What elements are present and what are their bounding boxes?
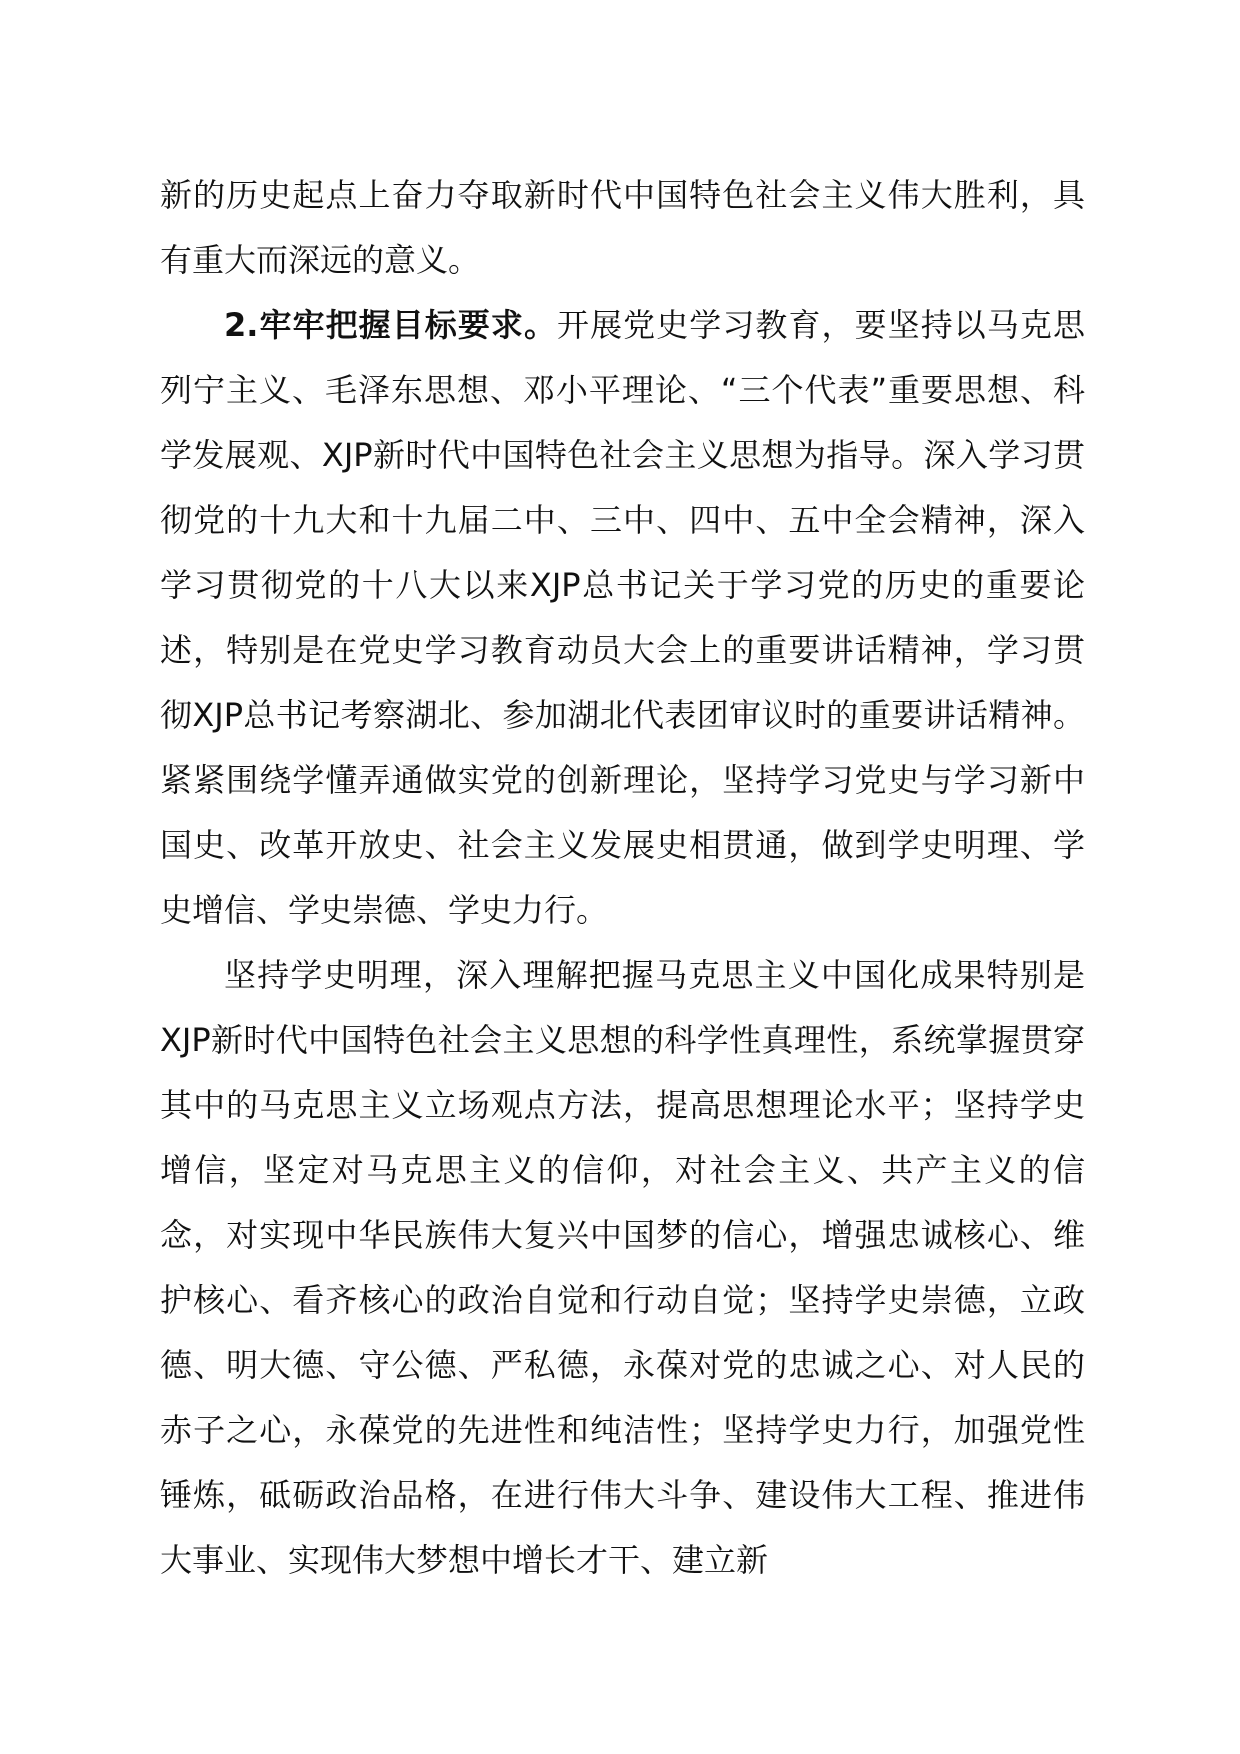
paragraph-1 bbox=[160, 163, 1085, 293]
paragraph-2 bbox=[160, 293, 1085, 943]
section-heading-target-requirements: 2.牢牢把握目标要求。 bbox=[224, 306, 558, 344]
paragraph-1-text: 新的历史起点上奋力夺取新时代中国特色社会主义伟大胜利，具有重大而深远的意义。 bbox=[160, 176, 1085, 279]
paragraph-3-text: 坚持学史明理，深入理解把握马克思主义中国化成果特别是XJP新时代中国特色社会主义思想的科学性真理性，系统掌握贯穿其中的马克思主义立场观点方法，提高思想理论水平；坚持学史增信，坚定对马克思主义的信仰，对社会主义、共产主义的信念，对实现中华民族伟大复兴中国梦的信心，增强忠诚核心、维护核心、看齐核心的政治自觉和行动自觉；坚持学史崇德，立政德、明大德、守公德、严私德，永葆对党的忠诚之心、对人民的赤子之心，永葆党的先进性和纯洁性；坚持学史力行，加强党性锤炼，砥砺政治品格，在进行伟大斗争、建设伟大工程、推进伟大事业、实现伟大梦想中增长才干、建立新 bbox=[160, 956, 1085, 1579]
paragraph-3 bbox=[160, 943, 1085, 1593]
body-text bbox=[160, 163, 1085, 1593]
paragraph-2-text: 开展党史学习教育，要坚持以马克思列宁主义、毛泽东思想、邓小平理论、“三个代表”重要思想、科学发展观、XJP新时代中国特色社会主义思想为指导。深入学习贯彻党的十九大和十九届二中、三中、四中、五中全会精神，深入学习贯彻党的十八大以来XJP总书记关于学习党的历史的重要论述，特别是在党史学习教育动员大会上的重要讲话精神，学习贯彻XJP总书记考察湖北、参加湖北代表团审议时的重要讲话精神。紧紧围绕学懂弄通做实党的创新理论，坚持学习党史与学习新中国史、改革开放史、社会主义发展史相贯通，做到学史明理、学史增信、学史崇德、学史力行。 bbox=[160, 306, 1085, 929]
